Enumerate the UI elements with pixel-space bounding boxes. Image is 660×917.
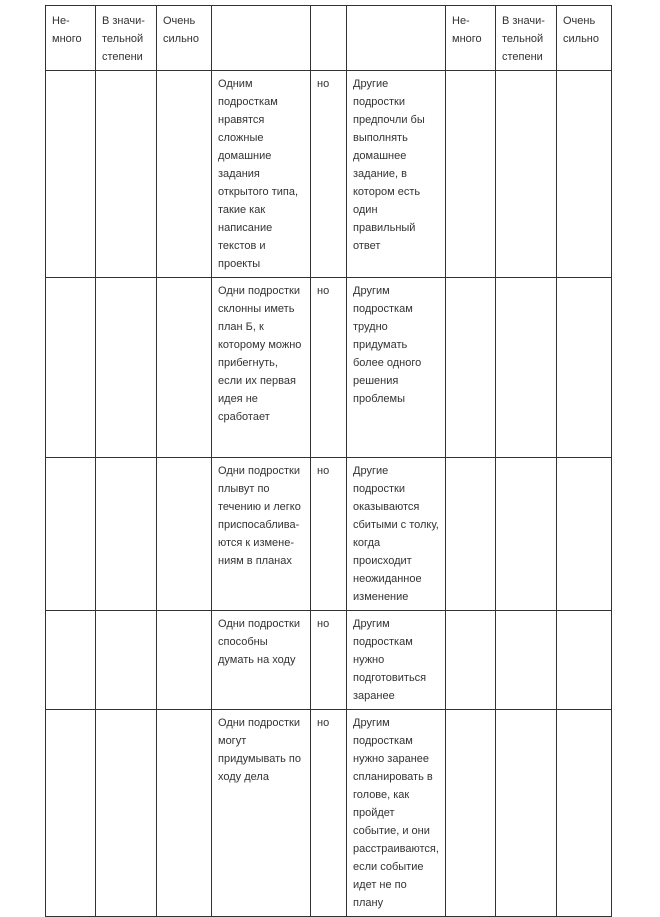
header-left-considerably: В значи- тельной степени [96, 6, 157, 71]
statement-right: Другим подросткам нужно подготовиться заранее [347, 611, 446, 710]
header-left-strongly: Очень сильно [157, 6, 212, 71]
answer-cell-left-strongly[interactable] [157, 611, 212, 710]
table-row [46, 71, 612, 278]
answer-cell-left-considerably[interactable] [96, 611, 157, 710]
answer-cell-left-considerably[interactable] [96, 278, 157, 458]
answer-cell-left-considerably[interactable] [96, 710, 157, 917]
answer-cell-right-considerably[interactable] [496, 458, 557, 611]
answer-cell-left-slightly[interactable] [46, 278, 96, 458]
answer-cell-left-slightly[interactable] [46, 710, 96, 917]
table-row [46, 458, 612, 611]
header-empty-statement-left [212, 6, 311, 71]
header-right-considerably: В значи- тельной степени [496, 6, 557, 71]
answer-cell-left-strongly[interactable] [157, 71, 212, 278]
header-row [46, 6, 612, 71]
answer-cell-right-considerably[interactable] [496, 710, 557, 917]
statement-left: Одним подросткам нравятся сложные домашние задания открытого типа, такие как написание текстов и проекты [212, 71, 311, 278]
answer-cell-left-considerably[interactable] [96, 458, 157, 611]
answer-cell-right-strongly[interactable] [557, 71, 612, 278]
header-empty-statement-right [347, 6, 446, 71]
answer-cell-right-considerably[interactable] [496, 278, 557, 458]
answer-cell-right-strongly[interactable] [557, 611, 612, 710]
answer-cell-right-slightly[interactable] [446, 710, 496, 917]
connector-word: но [311, 458, 347, 611]
answer-cell-left-slightly[interactable] [46, 458, 96, 611]
survey-sheet [45, 5, 612, 917]
answer-cell-left-slightly[interactable] [46, 71, 96, 278]
answer-cell-right-slightly[interactable] [446, 278, 496, 458]
statement-left: Одни подростки могут придумывать по ходу дела [212, 710, 311, 917]
header-right-strongly: Очень сильно [557, 6, 612, 71]
answer-cell-left-considerably[interactable] [96, 71, 157, 278]
answer-cell-right-slightly[interactable] [446, 71, 496, 278]
header-right-slightly: Не- много [446, 6, 496, 71]
statement-right: Другие подростки оказываются сбитыми с толку, когда происходит неожиданное изменение [347, 458, 446, 611]
statement-left: Одни подростки способны думать на ходу [212, 611, 311, 710]
answer-cell-left-slightly[interactable] [46, 611, 96, 710]
answer-cell-right-slightly[interactable] [446, 458, 496, 611]
connector-word: но [311, 611, 347, 710]
answer-cell-right-strongly[interactable] [557, 278, 612, 458]
answer-cell-left-strongly[interactable] [157, 710, 212, 917]
statement-left: Одни подростки плывут по течению и легко приспосаблива- ются к измене- ниям в планах [212, 458, 311, 611]
answer-cell-right-strongly[interactable] [557, 710, 612, 917]
header-empty-connector [311, 6, 347, 71]
statement-right: Другие подростки предпочли бы выполнять домашнее задание, в котором есть один правильный ответ [347, 71, 446, 278]
survey-table [45, 5, 612, 917]
answer-cell-right-considerably[interactable] [496, 611, 557, 710]
answer-cell-left-strongly[interactable] [157, 458, 212, 611]
connector-word: но [311, 710, 347, 917]
statement-right: Другим подросткам трудно придумать более одного решения проблемы [347, 278, 446, 458]
table-row [46, 278, 612, 458]
statement-left: Одни подростки склонны иметь план Б, к которому можно прибегнуть, если их первая идея не сработает [212, 278, 311, 458]
statement-right: Другим подросткам нужно заранее спланировать в голове, как пройдет событие, и они расстраиваются, если событие идет не по плану [347, 710, 446, 917]
answer-cell-right-considerably[interactable] [496, 71, 557, 278]
answer-cell-right-strongly[interactable] [557, 458, 612, 611]
answer-cell-right-slightly[interactable] [446, 611, 496, 710]
connector-word: но [311, 71, 347, 278]
connector-word: но [311, 278, 347, 458]
table-row [46, 710, 612, 917]
header-left-slightly: Не- много [46, 6, 96, 71]
table-row [46, 611, 612, 710]
answer-cell-left-strongly[interactable] [157, 278, 212, 458]
